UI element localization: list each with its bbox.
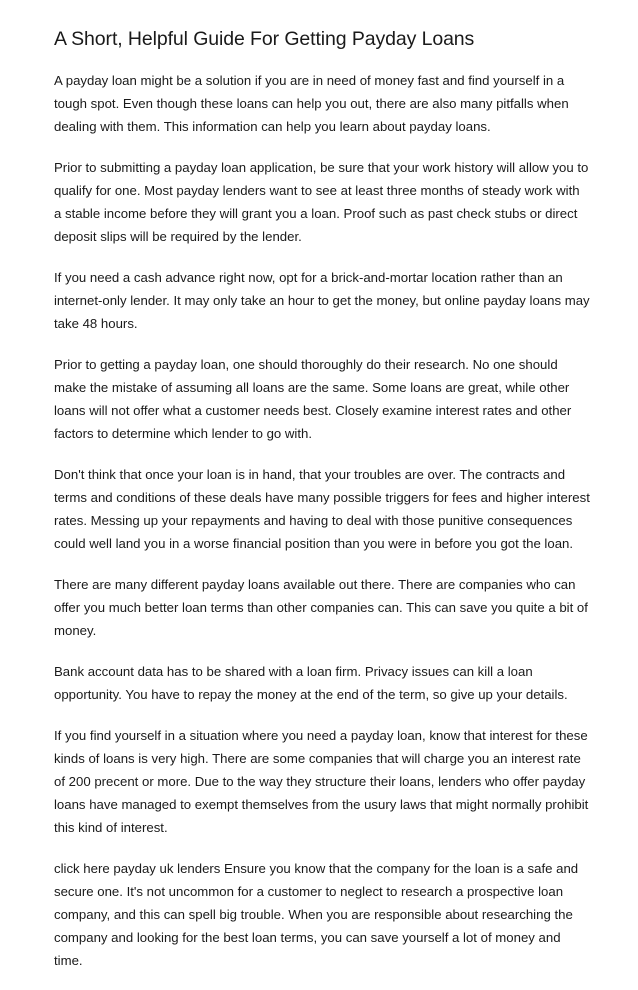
paragraph-troubles: Don't think that once your loan is in hand, that your troubles are over. The contracts and terms and conditions of these deals have many possible triggers for fees and higher interest rates. Messing up your repayments and having to deal with those punitive consequences could well land you in a worse financial position than you were in before you got the loan.: [54, 467, 590, 551]
paragraph-different-loans: There are many different payday loans available out there. There are companies who can offer you much better loan terms than other companies can. This can save you quite a bit of money.: [54, 577, 588, 638]
paragraph-research: Prior to getting a payday loan, one should thoroughly do their research. No one should make the mistake of assuming all loans are the same. Some loans are great, while other loans will not offer what a customer needs best. Closely examine interest rates and other factors to determine which lender to go with.: [54, 357, 572, 441]
paragraph-bank-data: Bank account data has to be shared with a loan firm. Privacy issues can kill a loan opportunity. You have to repay the money at the end of the term, so give up your details.: [54, 664, 568, 702]
paragraph-interest: If you find yourself in a situation where you need a payday loan, know that interest for these kinds of loans is very high. There are some companies that will charge you an interest rate of 200 precent or more. Due to the way they structure their loans, lenders who offer payday loans have managed to exempt themselves from the usury laws that might normally prohibit this kind of interest.: [54, 728, 589, 835]
paragraph-safe-company: click here payday uk lenders Ensure you know that the company for the loan is a safe and secure one. It's not uncommon for a customer to neglect to research a prospective loan company, and this can spell big trouble. When you are responsible about researching the company and looking for the best loan terms, you can save yourself a lot of money and time.: [54, 861, 579, 968]
paragraph-intro: A payday loan might be a solution if you are in need of money fast and find yourself in a tough spot. Even though these loans can help you out, there are also many pitfalls when dealing with them. This information can help you learn about payday loans.: [54, 73, 569, 134]
document-page: [54, 26, 590, 990]
document-title: A Short, Helpful Guide For Getting Payday Loans: [54, 28, 475, 50]
paragraph-cash-advance: If you need a cash advance right now, opt for a brick-and-mortar location rather than an internet-only lender. It may only take an hour to get the money, but online payday loans may take 48 hours.: [54, 270, 590, 331]
paragraph-work-history: Prior to submitting a payday loan application, be sure that your work history will allow you to qualify for one. Most payday lenders want to see at least three months of steady work with a stable income before they will grant you a loan. Proof such as past check stubs or direct deposit slips will be required by the lender.: [54, 160, 589, 244]
